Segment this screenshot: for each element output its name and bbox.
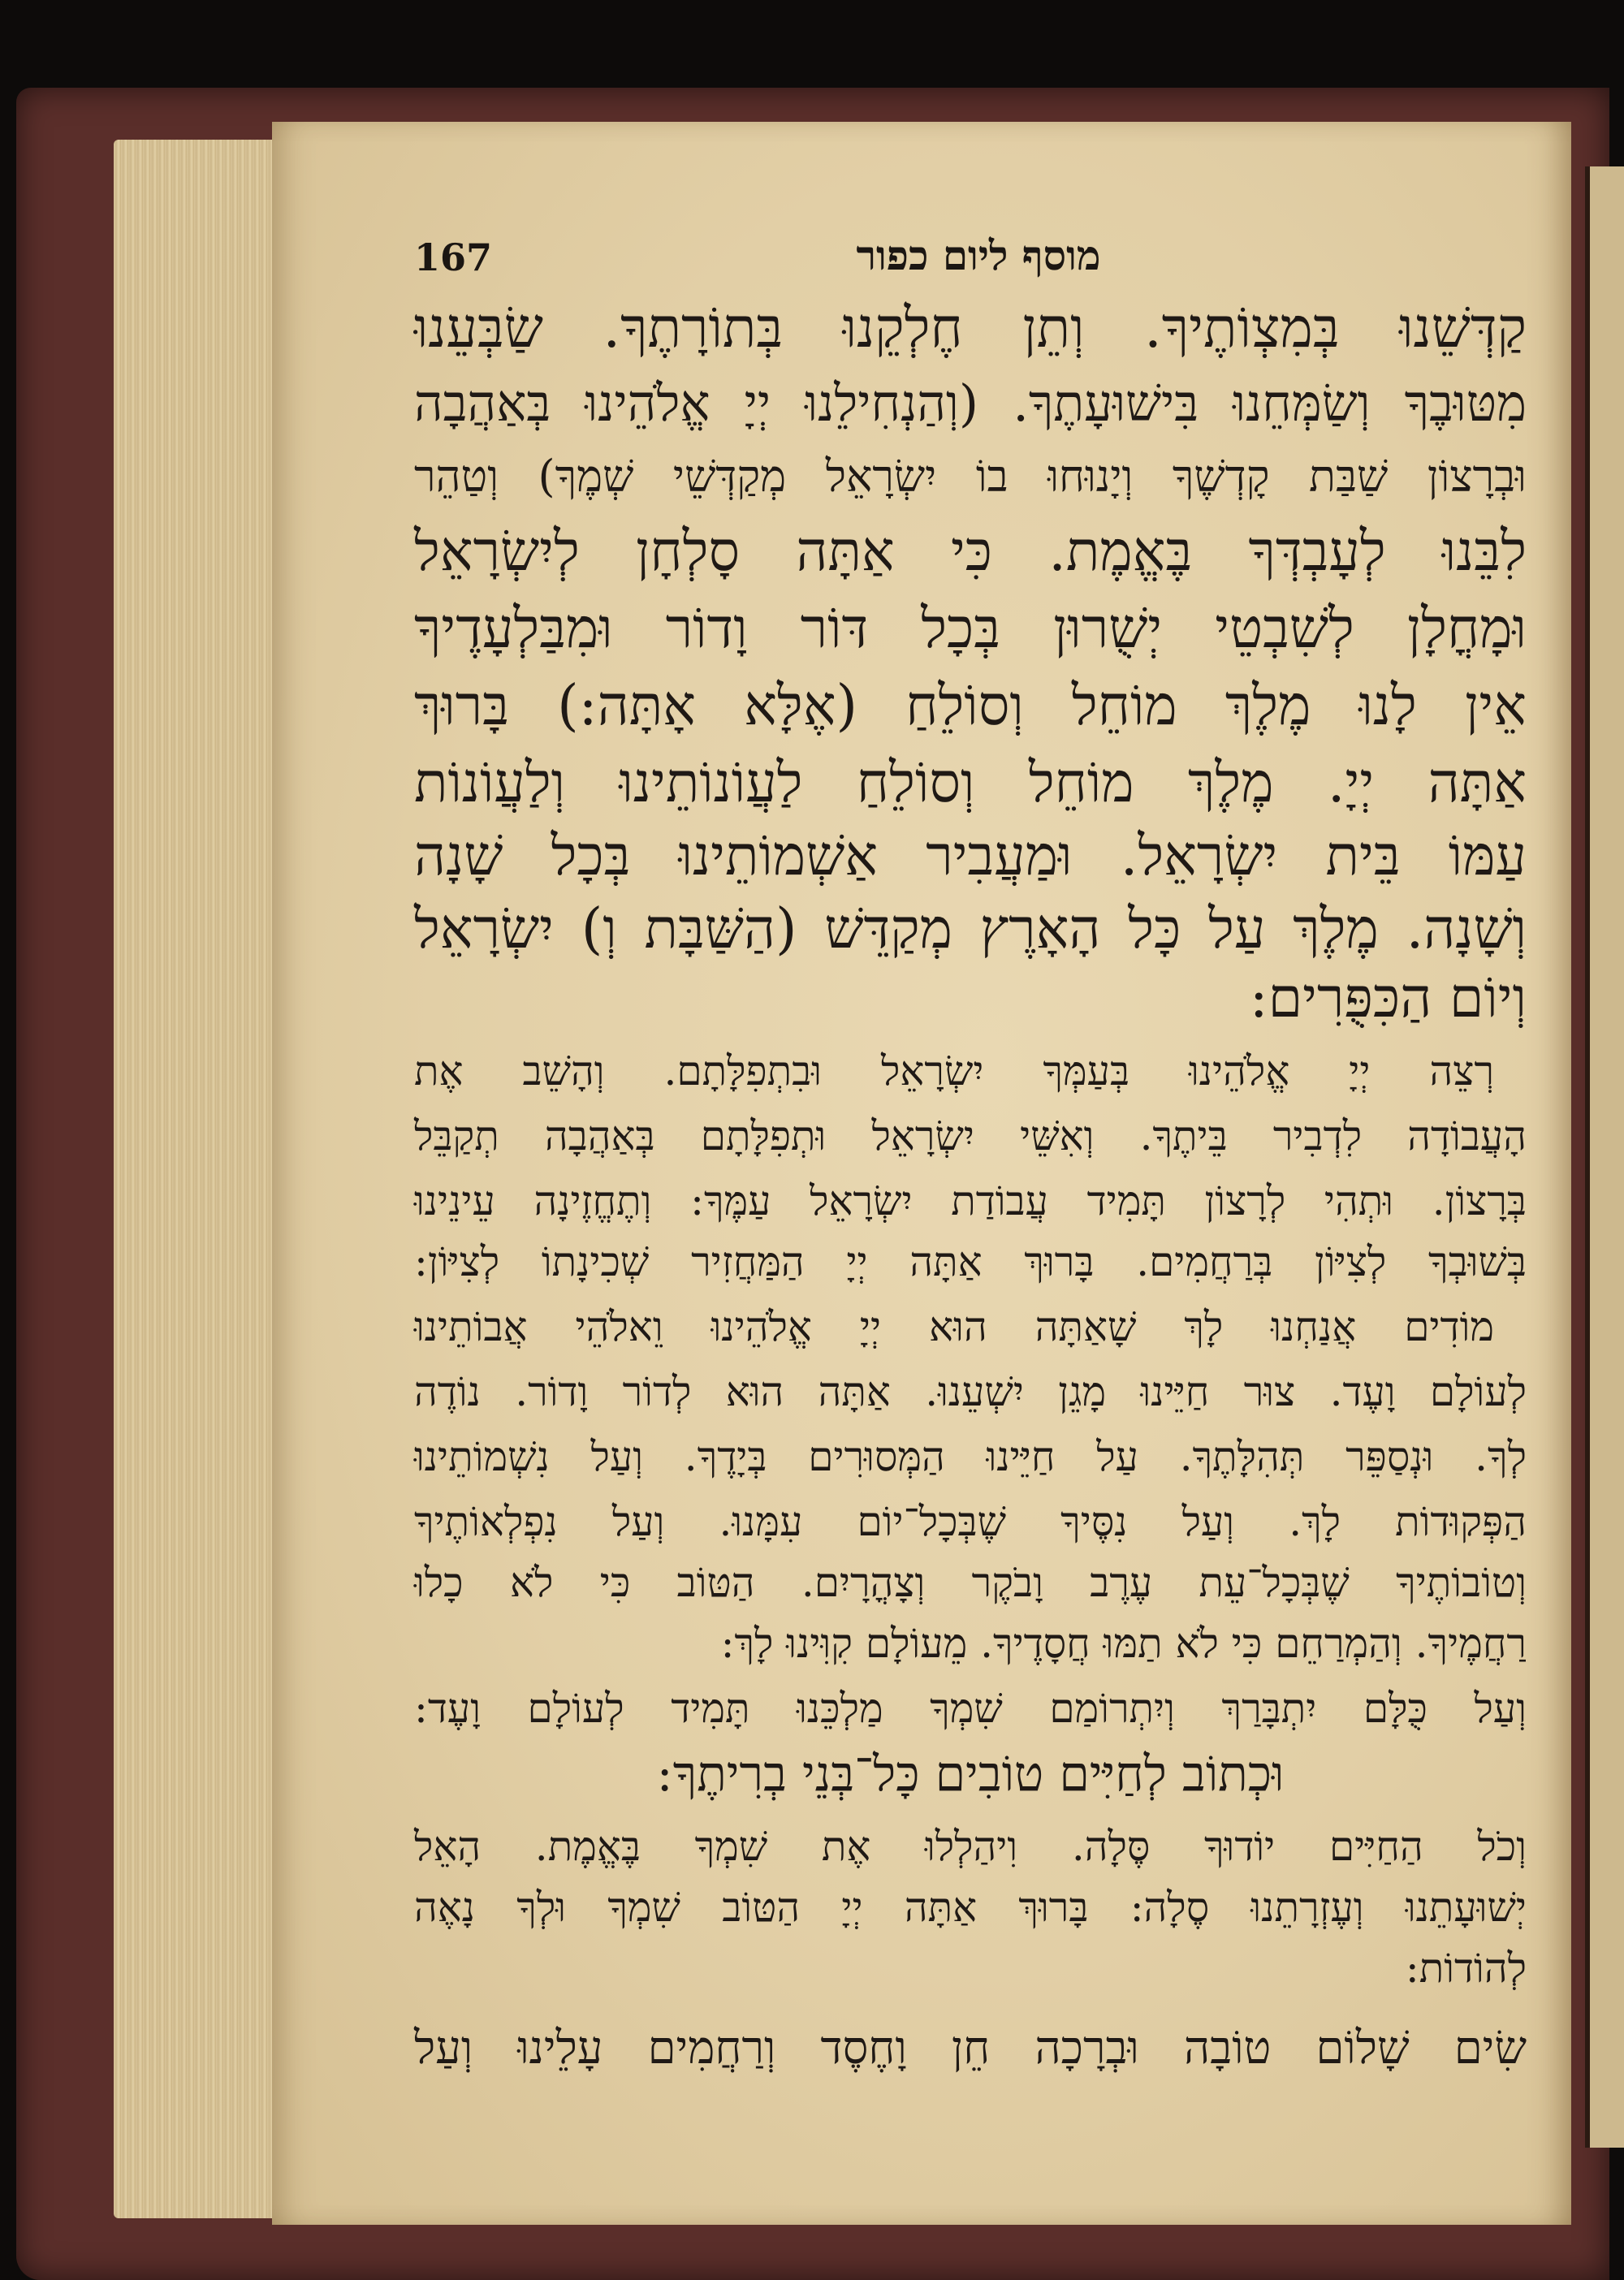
running-title: מוסף ליום כפור (856, 231, 1101, 279)
text-line: קַדְּשֵׁנוּ בְּמִצְוֹתֶיךָ. וְתֵן חֶלְקֵנוּ בְּתוֹרָתֶךָ. שַׂבְּעֵנוּ (414, 296, 1527, 361)
text-line: בְּרָצוֹן. וּתְהִי לְרָצוֹן תָּמִיד עֲבוֹדַת יִשְׂרָאֵל עַמֶּךָ: וְתֶחֱזֶינָה עֵינֵינוּ (414, 1177, 1527, 1224)
text-line: יְשׁוּעָתֵנוּ וְעֶזְרָתֵנוּ סֶלָה: בָּרוּךְ אַתָּה יְיָ הַטּוֹב שִׁמְךָ וּלְךָ נָאֶה (414, 1884, 1527, 1931)
text-line: מוֹדִים אֲנַחְנוּ לָךְ שָׁאַתָּה הוּא יְיָ אֱלֹהֵינוּ וֵאלֹהֵי אֲבוֹתֵינוּ (414, 1303, 1494, 1350)
text-line: הָעֲבוֹדָה לִדְבִיר בֵּיתֶךָ. וְאִשֵּׁי יִשְׂרָאֵל וּתְפִלָּתָם בְּאַהֲבָה תְקַבֵּל (414, 1112, 1527, 1159)
text-line: לְעוֹלָם וָעֶד. צוּר חַיֵּינוּ מָגֵן יִשְׁעֵנוּ. אַתָּה הוּא לְדוֹר וָדוֹר. נוֹדֶה (414, 1368, 1527, 1415)
facing-page-edge (1585, 166, 1624, 2148)
text-line: אֵין לָנוּ מֶלֶךְ מוֹחֵל וְסוֹלֵחַ (אֶלָּא אָתָּה:) בָּרוּךְ (414, 674, 1527, 738)
text-line: עַמּוֹ בֵּית יִשְׂרָאֵל. וּמַעֲבִיר אַשְׁמוֹתֵינוּ בְּכָל שָׁנָה (414, 824, 1527, 888)
text-line: וְשָׁנָה. מֶלֶךְ עַל כָּל הָאָרֶץ מְקַדֵּשׁ (הַשַּׁבָּת וְ) יִשְׂרָאֵל (414, 897, 1527, 961)
text-line: וְטוֹבוֹתֶיךָ שֶׁבְּכָל־עֵת עֶרֶב וָבֹקֶר וְצָהֳרָיִם. הַטּוֹב כִּי לֹא כָלוּ (414, 1559, 1527, 1606)
text-line: רַחֲמֶיךָ. וְהַמְרַחֵם כִּי לֹא תַמּוּ חֲסָדֶיךָ. מֵעוֹלָם קִוִּינוּ לָךְ: (720, 1620, 1527, 1667)
text-line: וְעַל כֻּלָּם יִתְבָּרַךְ וְיִתְרוֹמַם שִׁמְךָ מַלְכֵּנוּ תָּמִיד לְעוֹלָם וָעֶד: (414, 1685, 1527, 1732)
text-line: שִׂים שָׁלוֹם טוֹבָה וּבְרָכָה חֵן וָחֶסֶד וְרַחֲמִים עָלֵינוּ וְעַל (414, 2022, 1527, 2075)
text-line: וּכְתוֹב לְחַיִּים טוֹבִים כָּל־בְּנֵי בְרִיתֶךָ: (656, 1746, 1285, 1803)
page-number: 167 (414, 235, 493, 279)
page-block-edge (114, 140, 284, 2218)
text-line: וּבְרָצוֹן שַׁבַּת קָדְשֶׁךָ וְיָנוּחוּ בוֹ יִשְׂרָאֵל מְקַדְּשֵׁי שְׁמֶךָ) וְטַהֵר (414, 451, 1527, 502)
text-line: הַפְּקוּדוֹת לָךְ. וְעַל נִסֶּיךָ שֶׁבְּכָל־יוֹם עִמָּנוּ. וְעַל נִפְלְאוֹתֶיךָ (414, 1498, 1527, 1545)
text-line: לְהוֹדוֹת: (1405, 1945, 1527, 1992)
text-line: וְיוֹם הַכִּפֻּרִים: (1249, 966, 1527, 1030)
text-line: וְכֹל הַחַיִּים יוֹדוּךָ סֶּלָה. וִיהַלְלוּ אֶת שִׁמְךָ בֶּאֱמֶת. הָאֵל (414, 1823, 1527, 1870)
text-line: לִבֵּנוּ לְעָבְדְּךָ בֶּאֱמֶת. כִּי אַתָּה סָלְחָן לְיִשְׂרָאֵל (414, 520, 1527, 584)
text-line: בְּשׁוּבְךָ לְצִיּוֹן בְּרַחֲמִים. בָּרוּךְ אַתָּה יְיָ הַמַּחֲזִיר שְׁכִינָתוֹ לְצִיּוֹן: (414, 1238, 1527, 1285)
text-line: וּמָחֳלָן לְשִׁבְטֵי יְשֻׁרוּן בְּכָל דּוֹר וָדוֹר וּמִבַּלְעָדֶיךָ (414, 597, 1527, 661)
text-line: לְךָ. וּנְסַפֵּר תְּהִלָּתֶךָ. עַל חַיֵּינוּ הַמְּסוּרִים בְּיָדֶךָ. וְעַל נִשְׁמוֹתֵינוּ (414, 1433, 1527, 1480)
text-line: מִטּוּבֶךָ וְשַׂמְּחֵנוּ בִּישׁוּעָתֶךָ. (וְהַנְחִילֵנוּ יְיָ אֱלֹהֵינוּ בְּאַהֲבָה (414, 374, 1527, 433)
text-line: אַתָּה יְיָ. מֶלֶךְ מוֹחֵל וְסוֹלֵחַ לַעֲוֹנוֹתֵינוּ וְלַעֲוֹנוֹת (414, 751, 1527, 815)
text-line: רְצֵה יְיָ אֱלֹהֵינוּ בְּעַמְּךָ יִשְׂרָאֵל וּבִתְפִלָּתָם. וְהָשֵׁב אֶת (414, 1047, 1494, 1095)
